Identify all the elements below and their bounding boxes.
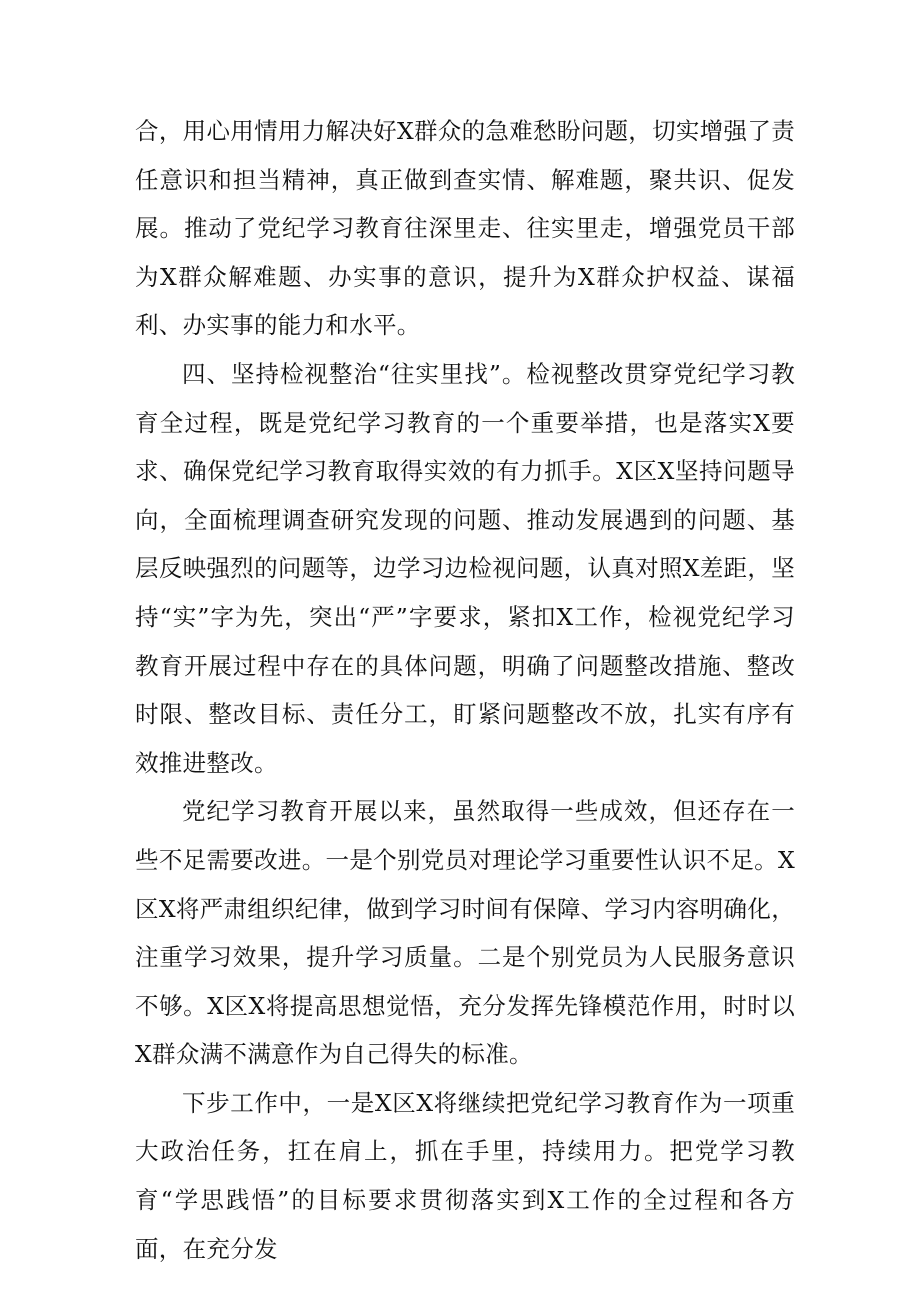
document-body	[135, 107, 795, 1273]
paragraph-section-four: 四、坚持检视整治“往实里找”。检视整改贯穿党纪学习教育全过程，既是党纪学习教育的一个重要举措，也是落实X要求、确保党纪学习教育取得实效的有力抓手。X区X坚持问题导向，全面梳理调查研究发现的问题、推动发展遇到的问题、基层反映强烈的问题等，边学习边检视问题，认真对照X差距，坚持“实”字为先，突出“严”字要求，紧扣X工作，检视党纪学习教育开展过程中存在的具体问题，明确了问题整改措施、整改时限、整改目标、责任分工，盯紧问题整改不放，扎实有序有效推进整改。	[135, 359, 795, 777]
paragraph-next-steps: 下步工作中，一是X区X将继续把党纪学习教育作为一项重大政治任务，扛在肩上，抓在手里，持续用力。把党学习教育“学思践悟”的目标要求贯彻落实到X工作的全过程和各方面，在充分发	[135, 1088, 795, 1263]
paragraph-continuation: 合，用心用情用力解决好X群众的急难愁盼问题，切实增强了责任意识和担当精神，真正做到查实情、解难题，聚共识、促发展。推动了党纪学习教育往深里走、往实里走，增强党员干部为X群众解难题、办实事的意识，提升为X群众护权益、谋福利、办实事的能力和水平。	[135, 117, 795, 340]
paragraph-shortcomings: 党纪学习教育开展以来，虽然取得一些成效，但还存在一些不足需要改进。一是个别党员对理论学习重要性认识不足。X区X将严肃组织纪律，做到学习时间有保障、学习内容明确化，注重学习效果，提升学习质量。二是个别党员为人民服务意识不够。X区X将提高思想觉悟，充分发挥先锋模范作用，时时以X群众满不满意作为自己得失的标准。	[135, 797, 795, 1069]
